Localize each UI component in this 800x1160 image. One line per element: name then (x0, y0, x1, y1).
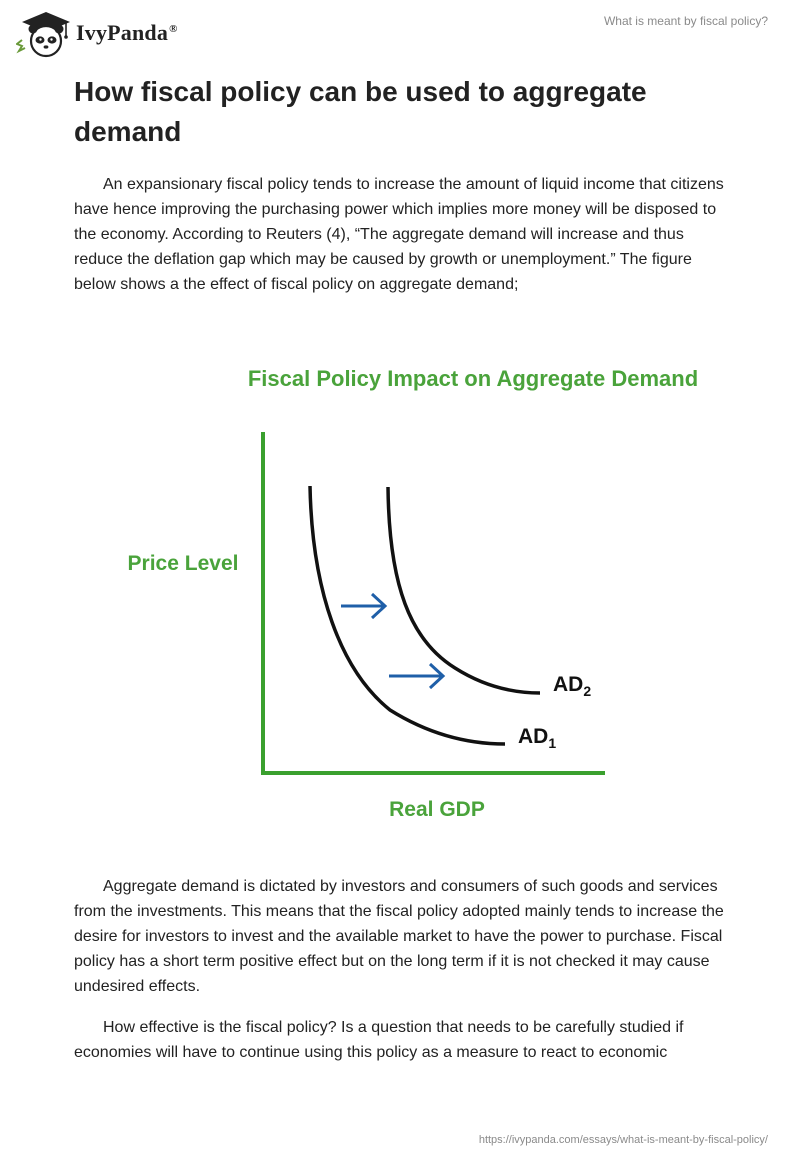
paragraph: An expansionary fiscal policy tends to increase the amount of liquid income that citizens have hence improving the purchasing power which implies more money will be disposed to the economy. According to Reuters (4), “The aggregate demand will increase and thus reduce the deflation gap which may be caused by growth or unemployment.” The figure below shows a the effect of fiscal policy on aggregate demand; (74, 176, 724, 293)
shift-arrow-lower (389, 664, 443, 688)
y-axis-label: Price Level (127, 552, 239, 575)
ad2-label: $AD_2$ (553, 673, 592, 699)
source-url-link[interactable]: https://ivypanda.com/essays/what-is-meant-by-fiscal-policy/ (478, 1134, 768, 1146)
page-header (0, 0, 800, 62)
paragraph: Aggregate demand is dictated by investors and consumers of such goods and services from the investments. This means that the fiscal policy adopted mainly tends to increase the desire for investors to invest and the available market to have the power to purchase. Fiscal policy has a short term positive effect but on the long term if it is not checked it may cause undesired effects. (74, 878, 724, 995)
ad2-curve (388, 487, 540, 693)
logo-text: IvyPanda® (76, 20, 178, 45)
ad1-label: $AD_1$ (518, 725, 557, 751)
document-title: What is meant by fiscal policy? (603, 14, 768, 28)
shift-arrow-upper (341, 594, 385, 618)
ad1-curve (310, 486, 505, 744)
x-axis-label: Real GDP (389, 798, 485, 821)
paragraph: How effective is the fiscal policy? Is a question that needs to be carefully studied if economies will have to continue using this policy as a measure to react to economic (74, 1019, 684, 1061)
panda-graduate-icon (16, 8, 72, 58)
aggregate-demand-figure (110, 350, 750, 840)
ivypanda-logo[interactable] (16, 8, 178, 58)
figure-title: Fiscal Policy Impact on Aggregate Demand (247, 366, 699, 391)
section-heading: How fiscal policy can be used to aggregate demand (74, 76, 647, 147)
figure-svg (110, 350, 750, 840)
